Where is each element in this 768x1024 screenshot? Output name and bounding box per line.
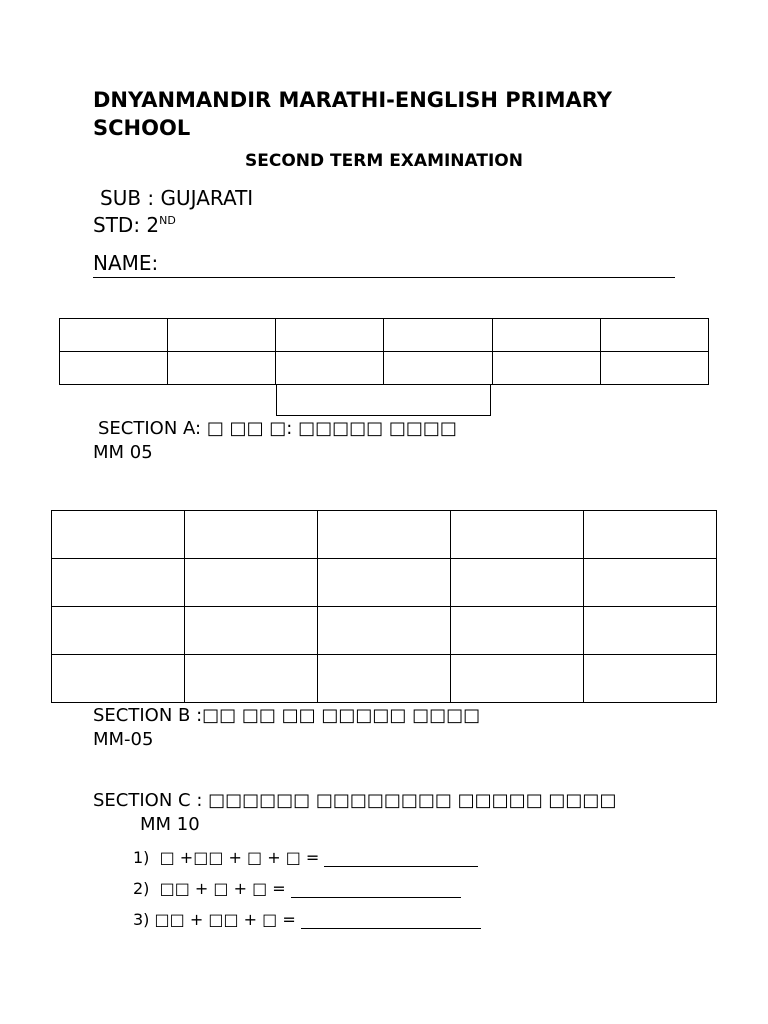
question-expression: □□ + □□ + □ = <box>154 910 296 929</box>
table-row <box>52 655 717 703</box>
grid-cell[interactable] <box>168 352 276 385</box>
grid-cell[interactable] <box>185 559 318 607</box>
grid-cell[interactable] <box>185 511 318 559</box>
question-2 <box>133 879 461 898</box>
question-expression: □□ + □ + □ = <box>159 879 286 898</box>
grid-cell[interactable] <box>318 607 451 655</box>
section-a-instruction: □ □□ □: □□□□□ □□□□ <box>206 418 457 439</box>
table-row <box>52 559 717 607</box>
section-a-label: SECTION A: <box>98 418 202 439</box>
section-b-grid <box>51 510 717 703</box>
grid-cell[interactable] <box>492 352 600 385</box>
section-a-marks: MM 05 <box>93 442 153 463</box>
answer-blank[interactable] <box>301 912 481 929</box>
grid-cell[interactable] <box>52 559 185 607</box>
section-b-marks: MM-05 <box>93 729 154 750</box>
grid-cell[interactable] <box>584 655 717 703</box>
question-number: 1) <box>133 848 150 867</box>
grid-cell[interactable] <box>451 655 584 703</box>
name-label: NAME: <box>93 251 159 275</box>
grid-cell[interactable] <box>60 319 168 352</box>
exam-title: SECOND TERM EXAMINATION <box>245 151 523 171</box>
grid-cell[interactable] <box>451 607 584 655</box>
question-expression: □ +□□ + □ + □ = <box>159 848 320 867</box>
name-underline[interactable] <box>93 277 675 278</box>
table-row <box>52 511 717 559</box>
grid-cell[interactable] <box>584 607 717 655</box>
std-line <box>93 213 176 237</box>
school-name: DNYANMANDIR MARATHI-ENGLISH PRIMARY SCHOOL <box>93 88 612 140</box>
answer-blank[interactable] <box>291 881 461 898</box>
grid-cell[interactable] <box>276 319 384 352</box>
grid-cell[interactable] <box>600 352 708 385</box>
section-c-heading <box>93 790 616 811</box>
grid-cell[interactable] <box>451 511 584 559</box>
section-b-instruction: □□ □□ □□ □□□□□ □□□□ <box>202 705 481 726</box>
grid-cell[interactable] <box>276 352 384 385</box>
section-a-grid <box>59 318 709 385</box>
grid-cell[interactable] <box>185 607 318 655</box>
question-1 <box>133 848 478 867</box>
grid-cell[interactable] <box>492 319 600 352</box>
std-suffix: ND <box>159 214 176 227</box>
table-row <box>60 352 709 385</box>
section-c-instruction: □□□□□□ □□□□□□□□ □□□□□ □□□□ <box>208 790 617 811</box>
grid-cell[interactable] <box>318 511 451 559</box>
question-3 <box>133 910 481 929</box>
std-label: STD: 2 <box>93 213 160 237</box>
grid-cell[interactable] <box>318 655 451 703</box>
grid-cell[interactable] <box>384 352 492 385</box>
section-b-label: SECTION B : <box>93 705 203 726</box>
question-number: 3) <box>133 910 150 929</box>
grid-extra-cell[interactable] <box>276 384 491 416</box>
subject-line: SUB : GUJARATI <box>100 186 254 210</box>
grid-cell[interactable] <box>384 319 492 352</box>
section-c-label: SECTION C : <box>93 790 203 811</box>
section-a-heading <box>98 418 457 439</box>
section-b-heading <box>93 705 480 726</box>
grid-cell[interactable] <box>52 655 185 703</box>
grid-cell[interactable] <box>318 559 451 607</box>
grid-cell[interactable] <box>451 559 584 607</box>
table-row <box>52 607 717 655</box>
grid-cell[interactable] <box>584 511 717 559</box>
grid-cell[interactable] <box>600 319 708 352</box>
grid-cell[interactable] <box>168 319 276 352</box>
grid-cell[interactable] <box>60 352 168 385</box>
grid-cell[interactable] <box>52 607 185 655</box>
section-c-marks: MM 10 <box>140 814 200 835</box>
question-number: 2) <box>133 879 150 898</box>
grid-cell[interactable] <box>52 511 185 559</box>
answer-blank[interactable] <box>324 850 478 867</box>
table-row <box>60 319 709 352</box>
grid-cell[interactable] <box>584 559 717 607</box>
grid-cell[interactable] <box>185 655 318 703</box>
